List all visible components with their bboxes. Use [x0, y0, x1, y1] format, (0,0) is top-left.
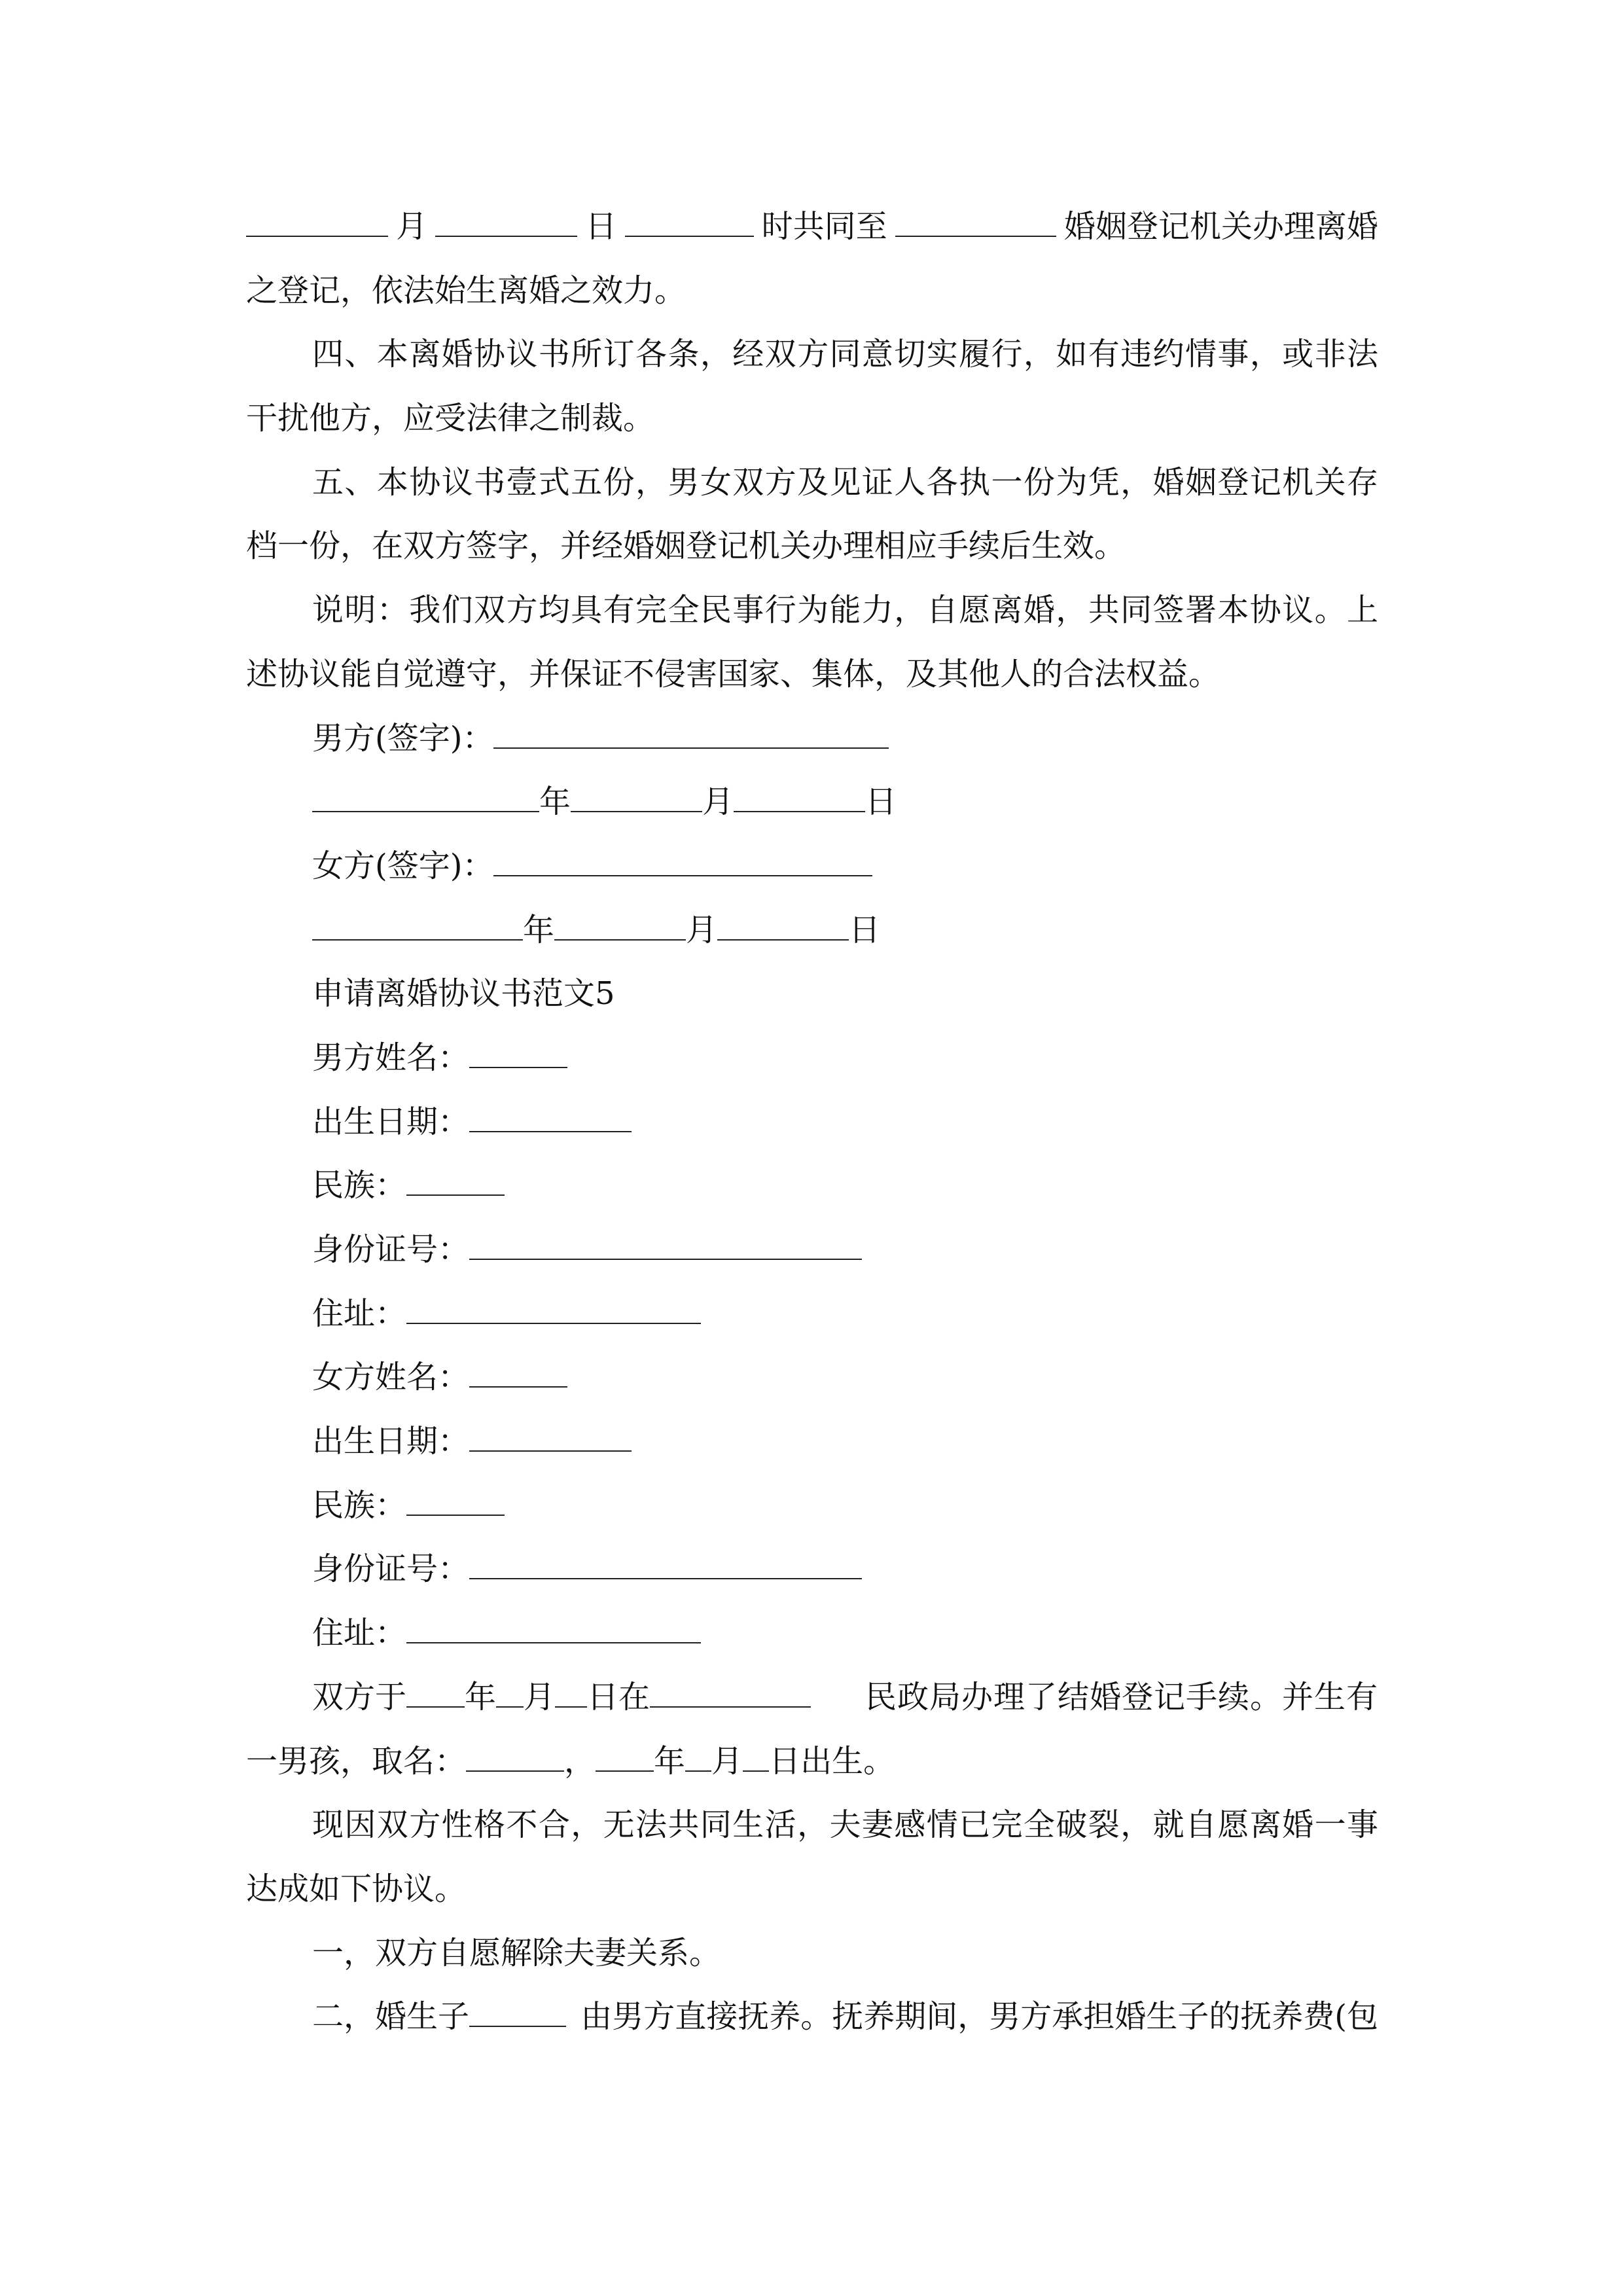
text: 民政局办理了结婚登记手续。并生有	[865, 1678, 1378, 1715]
female-date-line	[246, 899, 1378, 963]
year-field[interactable]	[312, 939, 523, 941]
text: 由男方直接抚养。抚养期间，男方承担婚生子的抚养费(包	[580, 1998, 1378, 2036]
clause-2-line	[246, 1985, 1378, 2049]
female-name-line	[246, 1346, 1378, 1410]
input-blank[interactable]	[555, 1706, 587, 1708]
text: 一男孩，取名：	[246, 1742, 467, 1780]
paragraph-line: 达成如下协议。	[246, 1870, 467, 1907]
input-blank[interactable]	[596, 1770, 654, 1772]
text: 年	[539, 783, 571, 821]
clause-4-line: 四、本离婚协议书所订各条，经双方同意切实履行，如有违约情事，或非法	[312, 336, 1378, 373]
label: 民族：	[312, 1486, 407, 1524]
input-blank[interactable]	[469, 1450, 632, 1452]
label: 身份证号：	[312, 1231, 470, 1268]
text: 婚姻登记机关办理离婚	[1063, 208, 1378, 245]
input-blank[interactable]	[406, 1641, 701, 1643]
text: 年	[523, 911, 555, 948]
child-line	[246, 1730, 1378, 1794]
paragraph-line: 干扰他方，应受法律之制裁。	[246, 400, 655, 437]
input-blank[interactable]	[469, 1130, 632, 1132]
document-page	[246, 195, 1378, 2049]
clause-5-line: 五、本协议书壹式五份，男女双方及见证人各执一份为凭，婚姻登记机关存	[312, 463, 1378, 501]
male-ethnicity-line	[246, 1154, 1378, 1218]
male-name-line	[246, 1026, 1378, 1090]
month-field[interactable]	[554, 939, 686, 941]
text: 日在	[587, 1678, 651, 1715]
day-field[interactable]	[717, 939, 849, 941]
blank-field	[246, 235, 388, 237]
text: 月	[686, 911, 718, 948]
text: 日出生。	[769, 1742, 895, 1780]
text: 双方于	[312, 1678, 407, 1715]
input-blank[interactable]	[469, 2025, 566, 2027]
input-blank[interactable]	[743, 1770, 769, 1772]
input-blank[interactable]	[469, 1577, 862, 1579]
text: ，	[564, 1742, 596, 1780]
text: 日	[585, 208, 617, 245]
female-signature-field[interactable]	[493, 874, 872, 876]
text: 时共同至	[761, 208, 887, 245]
statement-line: 说明：我们双方均具有完全民事行为能力，自愿离婚，共同签署本协议。上	[312, 592, 1378, 629]
label: 住址：	[312, 1295, 407, 1332]
input-blank[interactable]	[466, 1770, 564, 1772]
input-blank[interactable]	[406, 1514, 505, 1516]
male-id-line	[246, 1218, 1378, 1282]
blank-field	[895, 235, 1056, 237]
female-id-line	[246, 1537, 1378, 1602]
input-blank[interactable]	[469, 1258, 862, 1260]
male-birthdate-line	[246, 1090, 1378, 1155]
paragraph-line: 现因双方性格不合，无法共同生活，夫妻感情已完全破裂，就自愿离婚一事	[312, 1806, 1378, 1844]
text: 日	[865, 783, 897, 821]
input-blank[interactable]	[496, 1706, 524, 1708]
label: 民族：	[312, 1167, 407, 1204]
label: 女方姓名：	[312, 1359, 470, 1396]
text: 日	[849, 911, 881, 948]
year-field[interactable]	[312, 810, 539, 812]
section-title: 申请离婚协议书范文5	[312, 975, 615, 1013]
text: 月	[396, 208, 428, 245]
text: 年	[654, 1742, 686, 1780]
paragraph-line: 之登记，依法始生离婚之效力。	[246, 272, 687, 309]
male-signature-line	[246, 707, 1378, 771]
day-field[interactable]	[734, 810, 865, 812]
input-blank[interactable]	[469, 1066, 567, 1068]
paragraph-line: 述协议能自觉遵守，并保证不侵害国家、集体，及其他人的合法权益。	[246, 655, 1221, 692]
clause-1-line: 一，双方自愿解除夫妻关系。	[312, 1934, 721, 1971]
input-blank[interactable]	[685, 1770, 711, 1772]
registration-deadline-line	[246, 195, 1378, 259]
marriage-registration-line	[246, 1666, 1378, 1730]
label: 男方(签字)：	[312, 719, 494, 757]
blank-field	[435, 235, 577, 237]
input-blank[interactable]	[406, 1194, 505, 1196]
male-date-line	[246, 770, 1378, 834]
label: 出生日期：	[312, 1103, 470, 1140]
input-blank[interactable]	[650, 1706, 811, 1708]
label: 男方姓名：	[312, 1039, 470, 1076]
female-birthdate-line	[246, 1410, 1378, 1474]
input-blank[interactable]	[469, 1386, 567, 1388]
text: 月	[524, 1678, 556, 1715]
label: 住址：	[312, 1615, 407, 1652]
text: 二，婚生子	[312, 1998, 470, 2036]
input-blank[interactable]	[406, 1706, 465, 1708]
female-signature-line	[246, 834, 1378, 899]
label: 出生日期：	[312, 1423, 470, 1460]
text: 月	[711, 1742, 743, 1780]
label: 女方(签字)：	[312, 847, 494, 884]
male-address-line	[246, 1282, 1378, 1346]
input-blank[interactable]	[406, 1322, 701, 1324]
text: 月	[702, 783, 734, 821]
month-field[interactable]	[571, 810, 702, 812]
label: 身份证号：	[312, 1551, 470, 1588]
female-ethnicity-line	[246, 1474, 1378, 1538]
text: 年	[465, 1678, 497, 1715]
female-address-line	[246, 1602, 1378, 1666]
paragraph-line: 档一份，在双方签字，并经婚姻登记机关办理相应手续后生效。	[246, 528, 1126, 565]
male-signature-field[interactable]	[493, 747, 889, 749]
blank-field	[625, 235, 754, 237]
